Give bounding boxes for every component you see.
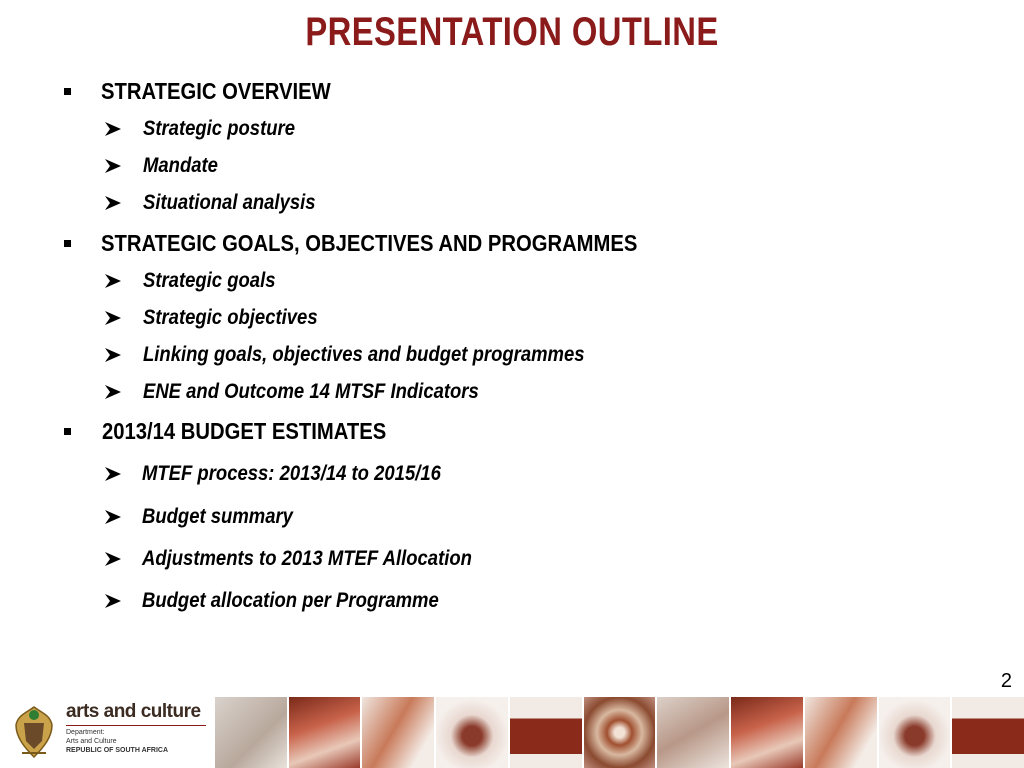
strip-image [952, 697, 1024, 768]
arrow-bullet-icon [104, 195, 122, 211]
section-item [64, 418, 425, 445]
strip-image [215, 697, 287, 768]
arrow-bullet-icon [104, 466, 122, 482]
arrow-bullet-icon [104, 273, 122, 289]
sub-item [104, 154, 228, 178]
sub-item [104, 505, 314, 529]
sub-item [104, 306, 341, 330]
sub-item [104, 589, 479, 613]
arrow-bullet-icon [104, 347, 122, 363]
sub-item-label: Strategic posture [143, 117, 295, 140]
sub-item [104, 269, 294, 293]
arrow-bullet-icon [104, 310, 122, 326]
arrow-bullet-icon [104, 593, 122, 609]
arrow-bullet-icon [104, 384, 122, 400]
sub-item-label: Strategic objectives [143, 306, 318, 329]
page-number: 2 [1000, 670, 1012, 692]
logo-dept-line2: Arts and Culture [66, 738, 117, 745]
strip-image [657, 697, 729, 768]
square-bullet-icon [64, 240, 71, 247]
strip-image [584, 697, 656, 768]
sub-item [104, 343, 645, 367]
strip-image [362, 697, 434, 768]
strip-image [289, 697, 361, 768]
logo-name: arts and culture [66, 701, 201, 722]
coat-of-arms-icon [12, 703, 56, 763]
strip-image [731, 697, 803, 768]
strip-image [805, 697, 877, 768]
section-label: STRATEGIC GOALS, OBJECTIVES AND PROGRAMMES [101, 230, 638, 256]
sub-item-label: Budget allocation per Programme [142, 589, 439, 612]
strip-image [879, 697, 951, 768]
square-bullet-icon [64, 88, 71, 95]
arrow-bullet-icon [104, 509, 122, 525]
sub-item-label: Adjustments to 2013 MTEF Allocation [142, 547, 472, 570]
arrow-bullet-icon [104, 158, 122, 174]
sub-item [104, 191, 339, 215]
logo-divider [66, 725, 206, 726]
sub-item [104, 462, 482, 486]
sub-item-label: Budget summary [142, 505, 293, 528]
department-logo [8, 697, 208, 768]
slide-title: PRESENTATION OUTLINE [305, 10, 719, 54]
sub-item-label: ENE and Outcome 14 MTSF Indicators [143, 380, 479, 403]
sub-item [104, 380, 525, 404]
sub-item-label: Strategic goals [143, 269, 276, 292]
section-label: 2013/14 BUDGET ESTIMATES [102, 418, 387, 444]
section-item [64, 230, 711, 257]
section-label: STRATEGIC OVERVIEW [101, 78, 331, 104]
sub-item-label: MTEF process: 2013/14 to 2015/16 [142, 462, 441, 485]
strip-image [436, 697, 508, 768]
sub-item-label: Mandate [143, 154, 218, 177]
logo-dept-line1: Department: [66, 729, 105, 736]
sub-item [104, 117, 316, 141]
sub-item-label: Linking goals, objectives and budget programmes [143, 343, 585, 366]
culture-image-strip [215, 697, 1024, 768]
square-bullet-icon [64, 428, 71, 435]
arrow-bullet-icon [104, 551, 122, 567]
section-item [64, 78, 362, 105]
sub-item [104, 547, 517, 571]
arrow-bullet-icon [104, 121, 122, 137]
footer-banner [0, 697, 1024, 768]
sub-item-label: Situational analysis [143, 191, 316, 214]
logo-country: REPUBLIC OF SOUTH AFRICA [66, 747, 169, 754]
strip-image [510, 697, 582, 768]
